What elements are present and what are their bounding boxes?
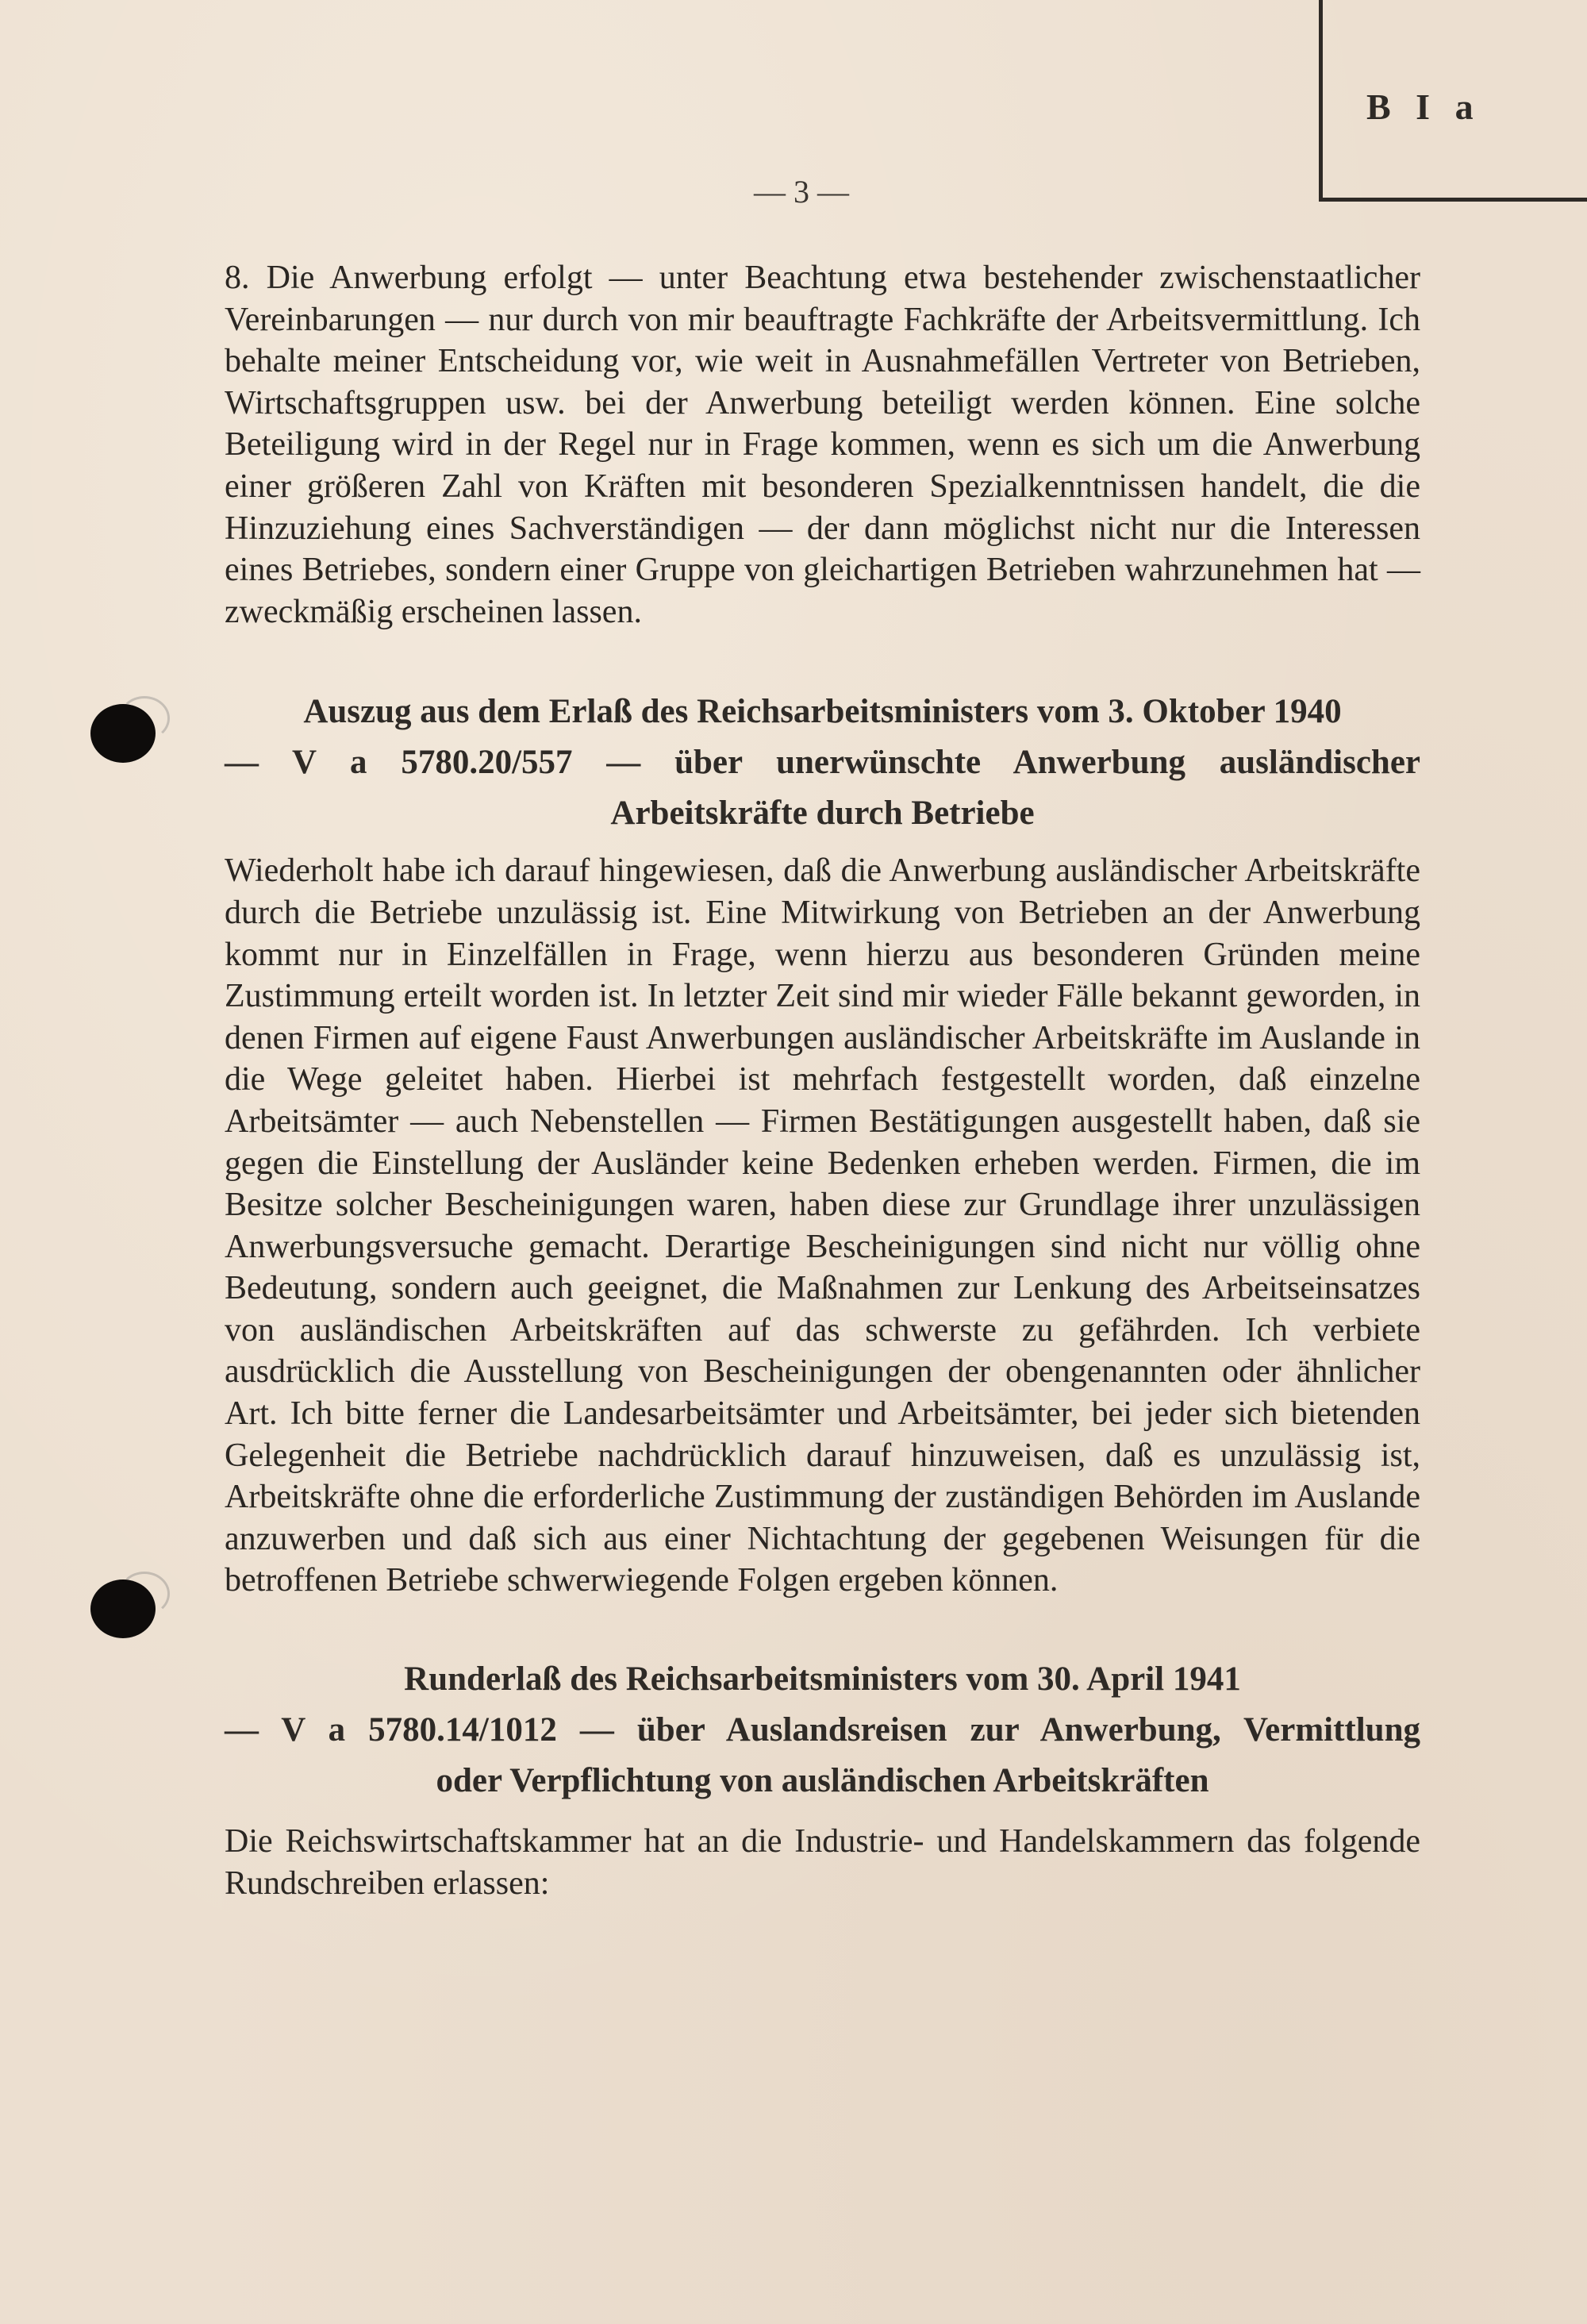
paragraph-circular-intro: Die Reichswirtschaftskammer hat an die Industrie- und Handelskammern das folgende Rundschreiben erlassen: [225,1823,1420,1902]
punch-hole-top [90,704,156,763]
document-body [225,257,1420,1904]
document-category-label: B I a [1366,87,1481,127]
section-heading-1-line-2: — V a 5780.20/557 — über unerwünschte Anwerbung ausländischer [225,744,1420,782]
paragraph-decree-1940: Wiederholt habe ich darauf hingewiesen, daß die Anwerbung ausländischer Arbeitskräfte durch die Betriebe unzulässig ist. Eine Mitwirkung von Betrieben an der Anwerbung kommt nur in Einzelfällen in Frage, wenn hierzu aus besonderen Gründen meine Zustimmung erteilt worden ist. In letzter Zeit sind mir wieder Fälle bekannt geworden, in denen Firmen auf eigene Faust Anwerbungen ausländischer Arbeitskräfte im Auslande in die Wege geleitet haben. Hierbei ist mehrfach festgestellt worden, daß einzelne Arbeitsämter — auch Nebenstellen — Firmen Bestätigungen ausgestellt haben, daß sie gegen die Einstellung der Ausländer keine Bedenken erheben werden. Firmen, die im Besitze solcher Bescheinigungen waren, haben diese zur Grundlage ihrer unzulässigen Anwerbungsversuche gemacht. Derartige Bescheinigungen sind nicht nur völlig ohne Bedeutung, sondern auch geeignet, die Maßnahmen zur Lenkung des Arbeitseinsatzes von ausländischen Arbeitskräften auf das schwerste zu gefährden. Ich verbiete ausdrücklich die Ausstellung von Bescheinigungen der obengenannten oder ähnlicher Art. Ich bitte ferner die Landesarbeitsämter und Arbeitsämter, bei jeder sich bietenden Gelegenheit die Betriebe nachdrücklich darauf hinzuweisen, daß es unzulässig ist, Arbeitskräfte ohne die erforderliche Zustimmung der zuständigen Behörden im Auslande anzuwerben und daß sich aus einer Nichtachtung der gegebenen Weisungen für die betroffenen Betriebe schwerwiegende Folgen ergeben können. [225,852,1420,1599]
section-heading-2 [225,1654,1420,1806]
paragraph-8: 8. Die Anwerbung erfolgt — unter Beachtung etwa bestehender zwischenstaatlicher Vereinbarungen — nur durch von mir beauftragte Fachkräfte der Arbeitsvermittlung. Ich behalte meiner Entscheidung vor, wie weit in Ausnahmefällen Vertreter von Betrieben, Wirtschaftsgruppen usw. bei der Anwerbung beteiligt werden können. Eine solche Beteiligung wird in der Regel nur in Frage kommen, wenn es sich um die Anwerbung einer größeren Zahl von Kräften mit besonderen Spezialkenntnissen handelt, die die Hinzuziehung eines Sachverständigen — der dann möglichst nicht nur die Interessen eines Betriebes, sondern einer Gruppe von gleichartigen Betrieben wahrzunehmen hat — zweckmäßig erscheinen lassen. [225,260,1420,630]
section-heading-2-line-2: — V a 5780.14/1012 — über Auslandsreisen zur Anwerbung, Vermittlung [225,1711,1420,1749]
section-heading-2-line-3: oder Verpflichtung von ausländischen Arbeitskräften [436,1762,1209,1800]
punch-hole-bottom [90,1579,156,1638]
section-heading-1-line-1: Auszug aus dem Erlaß des Reichsarbeitsministers vom 3. Oktober 1940 [303,693,1342,731]
section-heading-2-line-1: Runderlaß des Reichsarbeitsministers vom 30. April 1941 [404,1660,1241,1699]
section-heading-1 [225,687,1420,839]
page-number: — 3 — [754,174,849,210]
section-heading-1-line-3: Arbeitskräfte durch Betriebe [610,795,1035,833]
